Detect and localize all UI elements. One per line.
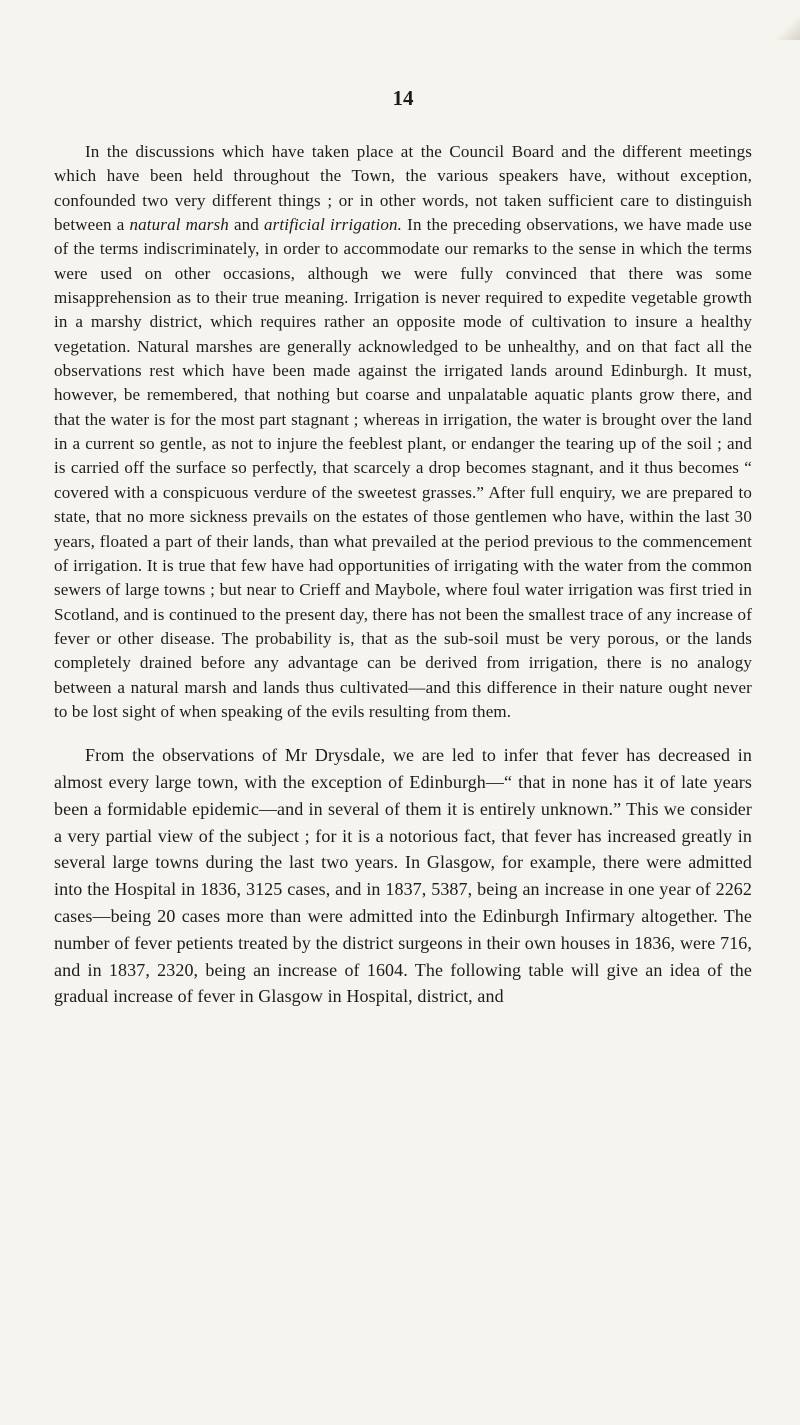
text-segment-italic-natural-marsh: natural marsh	[129, 215, 229, 235]
text-segment: From the observations of Mr Drysdale, we are led to infer that fever has decreased in almost every large town, with the exception of Edinburgh—“ that in none has it of late years been a formidable epidemic—and in several of them it is entirely unknown.” This we consider a very partial view of the subject ; for it is a notorious fact, that fever has increased greatly in several large towns during the last two years. In Glasgow, for example, there were admitted into the Hospital in 1836, 3125 cases, and in 1837, 5387, being an increase in one year of 2262 cases—being 20 cases more than were admitted into the Edinburgh Infirmary altogether. The number of fever petients treated by the district surgeons in their own houses in 1836, were 716, and in 1837, 2320, being an increase of 1604. The following table will give an idea of the gradual increase of fever in Glasgow in Hospital, district, and	[54, 745, 752, 1007]
text-segment: and	[228, 215, 264, 235]
paragraph-irrigation	[54, 140, 752, 724]
page-number: 14	[392, 86, 414, 110]
page-corner-shading	[770, 0, 800, 40]
text-segment: In the preceding observations, we have made use of the terms indiscriminately, in order to accommodate our remarks to the sense in which the terms were used on other occasions, although we were fully convinced that there was some misapprehension as to their true meaning. Irrigation is never required to expedite vegetable growth in a marshy district, which requires rather an opposite mode of cultivation to insure a healthy vegetation. Natural marshes are generally acknowledged to be unhealthy, and on that fact all the observations rest which have been made against the irrigated lands around Edinburgh. It must, however, be remembered, that nothing but coarse and unpalatable aquatic plants grow there, and that the water is for the most part stagnant ; whereas in irrigation, the water is brought over the land in a current so gentle, as not to injure the feeblest plant, or endanger the tearing up of the soil ; and is carried off the surface so perfectly, that scarcely a drop becomes stagnant, and it thus becomes “ covered with a conspicuous verdure of the sweetest grasses.” After full enquiry, we are prepared to state, that no more sickness prevails on the estates of those gentlemen who have, within the last 30 years, floated a part of their lands, than what prevailed at the period previous to the commencement of irrigation. It is true that few have had opportunities of irrigating with the water from the common sewers of large towns ; but near to Crieff and Maybole, where foul water irrigation was first tried in Scotland, and is continued to the present day, there has not been the smallest trace of any increase of fever or other disease. The probability is, that as the sub-soil must be very porous, or the lands completely drained before any advantage can be derived from irrigation, there is no analogy between a natural marsh and lands thus cultivated—and this difference in their nature ought never to be lost sight of when speaking of the evils resulting from them.	[54, 215, 752, 721]
text-segment-italic-artificial-irrigation: artificial irrigation.	[264, 215, 403, 235]
text-segment: In the discussions which have taken place at the Council Board and the different meetings which have been held throughout the Town, the various speakers have, without exception, confounded two very different things ; or in other words, not taken sufficient care to distinguish between a	[54, 142, 752, 235]
paragraph-fever-statistics	[54, 742, 752, 1010]
